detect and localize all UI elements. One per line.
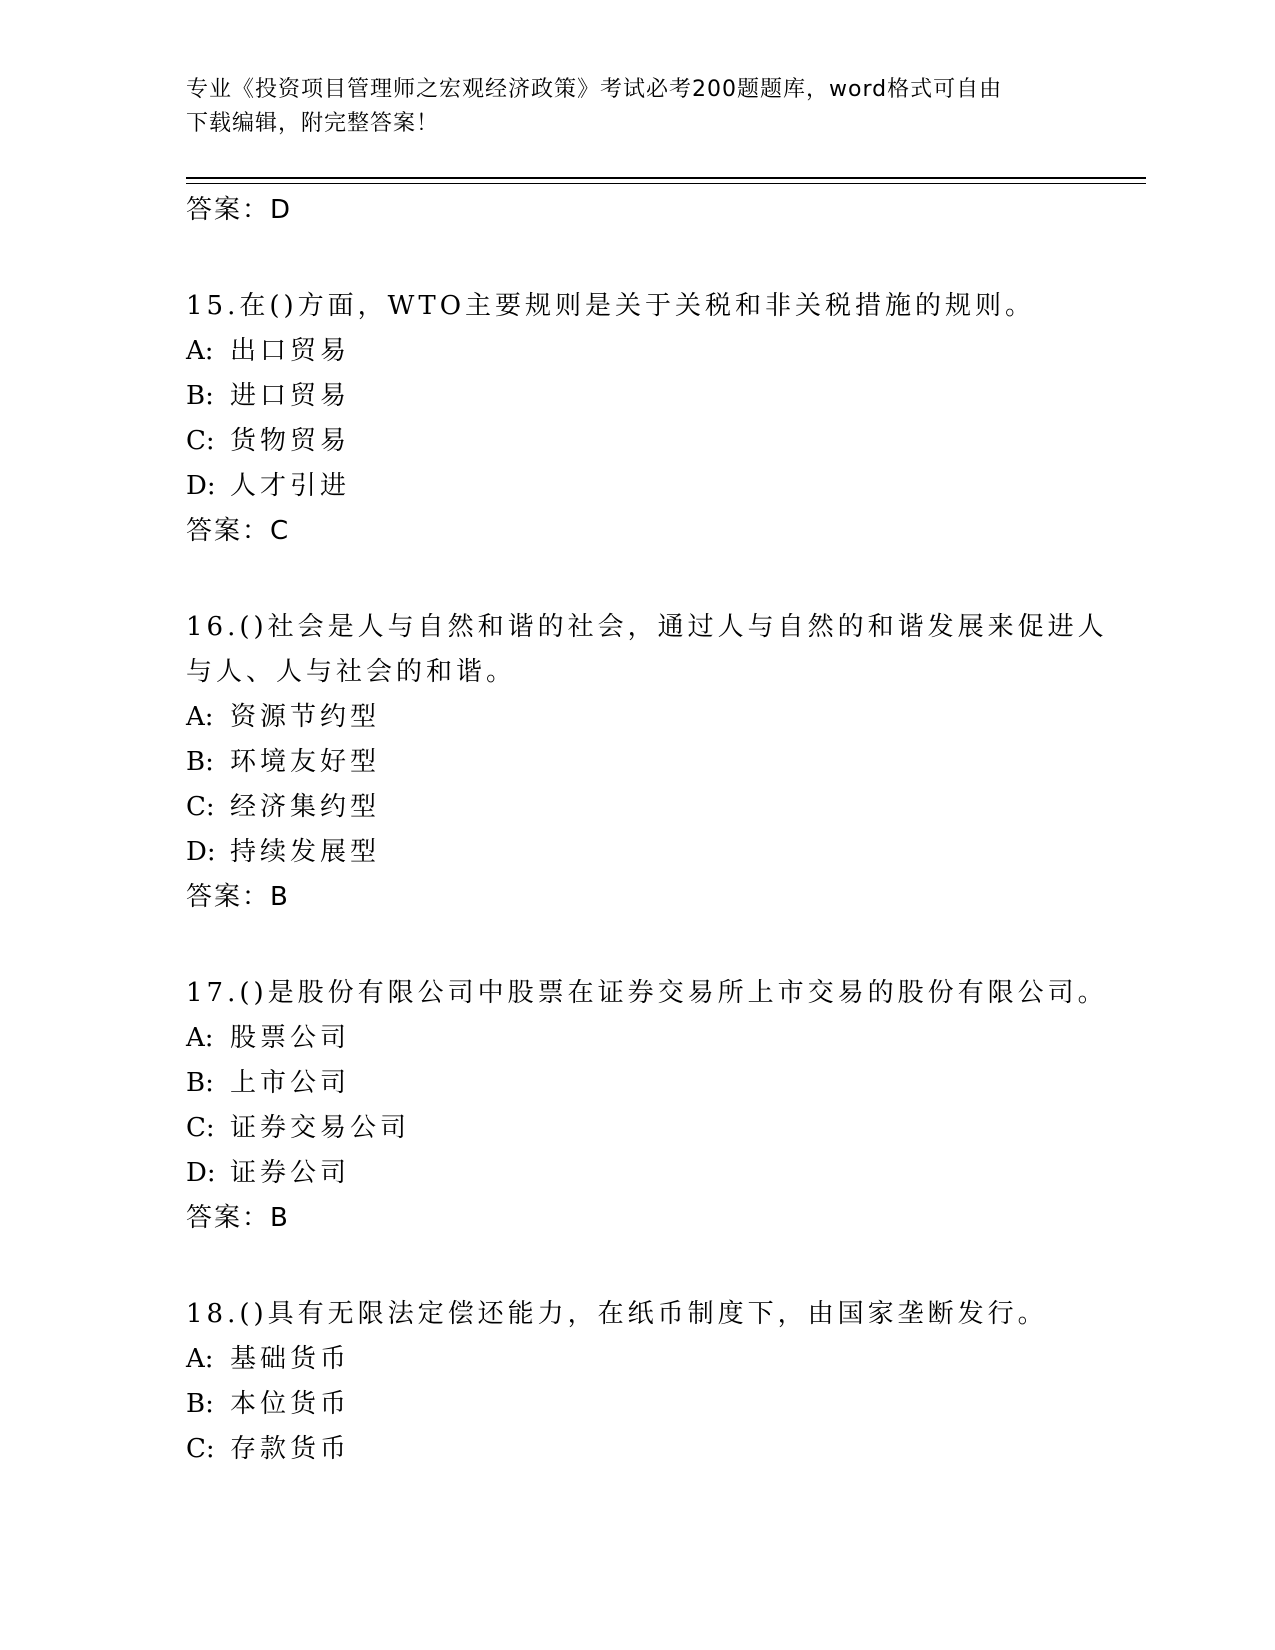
option-c: C: 货物贸易 [186,426,351,456]
spacer [186,920,1146,971]
question-list [186,188,1146,1472]
question-block [186,605,1146,920]
option-d: D: 证券公司 [186,1158,351,1188]
option-d: D: 人才引进 [186,471,351,501]
option-a: A: 基础货币 [186,1344,351,1374]
option-a: A: 出口贸易 [186,336,351,366]
answer-line: 答案：D [186,195,293,225]
spacer [186,233,1146,284]
header-rule-thin [186,183,1146,184]
question-text: 18.()具有无限法定偿还能力，在纸币制度下，由国家垄断发行。 [186,1299,1048,1329]
question-text: 15.在()方面，WTO主要规则是关于关税和非关税措施的规则。 [186,291,1036,321]
question-block [186,284,1146,554]
header-line-1: 专业《投资项目管理师之宏观经济政策》考试必考200题题库，word格式可自由 [186,77,1003,102]
answer-line: 答案：B [186,1203,290,1233]
question-block [186,1292,1146,1472]
spacer [186,1241,1146,1292]
option-c: C: 经济集约型 [186,792,381,822]
option-b: B: 环境友好型 [186,747,381,777]
option-b: B: 上市公司 [186,1068,351,1098]
question-text: 17.()是股份有限公司中股票在证券交易所上市交易的股份有限公司。 [186,978,1108,1008]
answer-line: 答案：B [186,882,290,912]
question-text: 16.()社会是人与自然和谐的社会，通过人与自然的和谐发展来促进人 [186,612,1108,642]
header-line-2: 下载编辑，附完整答案！ [186,111,440,136]
spacer [186,554,1146,605]
option-c: C: 证券交易公司 [186,1113,411,1143]
option-d: D: 持续发展型 [186,837,381,867]
option-b: B: 进口贸易 [186,381,351,411]
document-header [186,73,1066,141]
option-b: B: 本位货币 [186,1389,351,1419]
question-text-continued: 与人、人与社会的和谐。 [186,657,517,687]
question-block [186,971,1146,1241]
answer-line: 答案：C [186,516,291,546]
header-rule-thick [186,177,1146,179]
option-a: A: 资源节约型 [186,702,381,732]
option-a: A: 股票公司 [186,1023,351,1053]
option-c: C: 存款货币 [186,1434,351,1464]
